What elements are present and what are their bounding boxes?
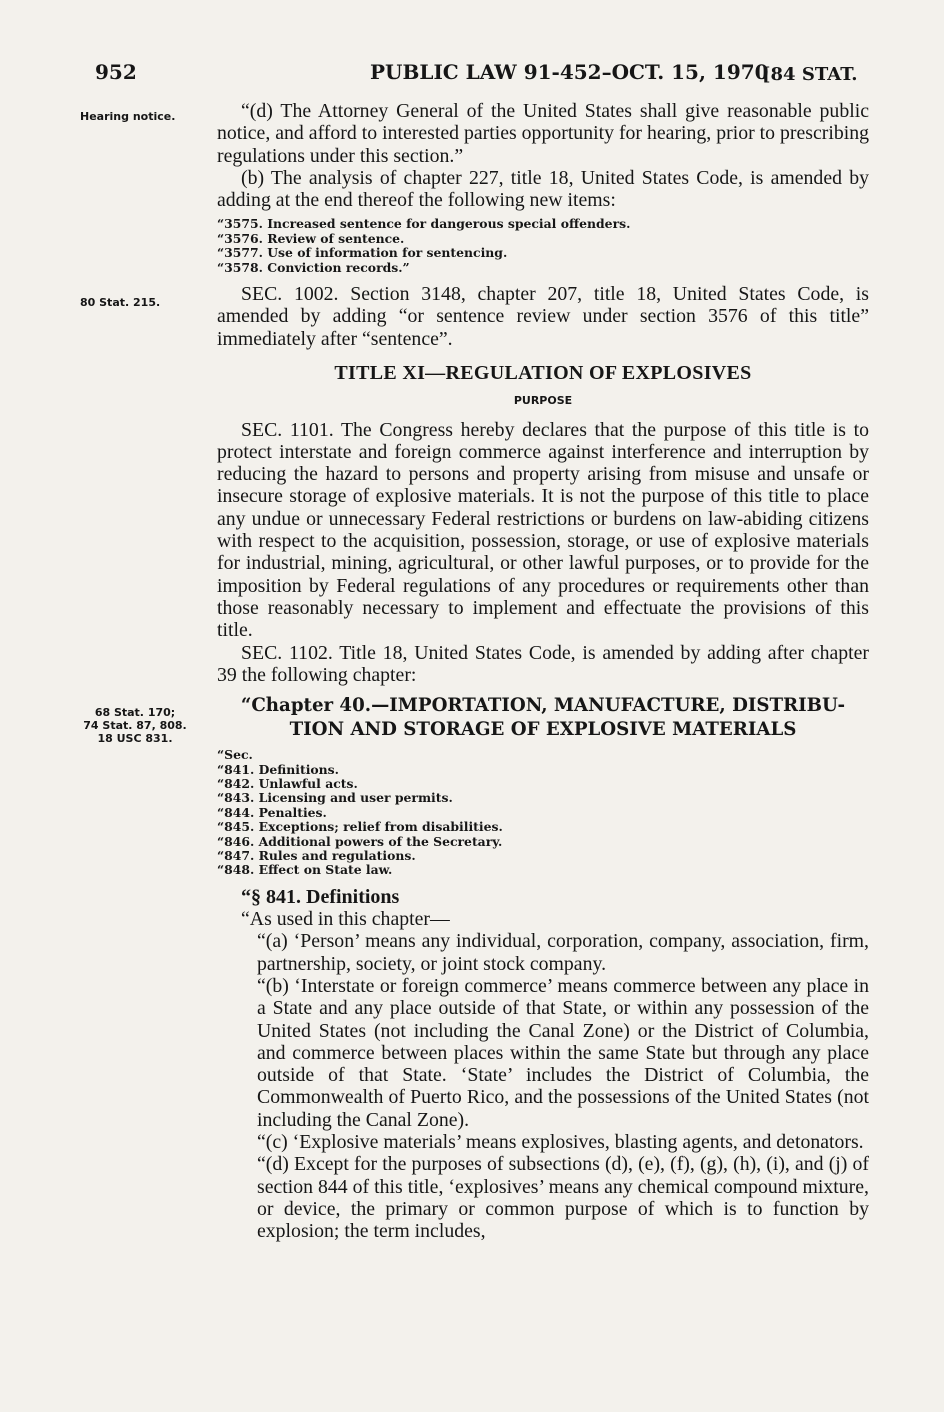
list-item: “845. Exceptions; relief from disabilities. — [217, 819, 503, 835]
section-841-heading: “§ 841. Definitions — [241, 885, 400, 908]
margin-note-line: 74 Stat. 87, 808. — [83, 719, 187, 732]
chapter-40-items — [217, 748, 869, 878]
as-used-line: “As used in this chapter— — [241, 908, 450, 931]
section-1102: SEC. 1102. Title 18, United States Code, is amended by adding after chapter 39 the following chapter: — [217, 641, 869, 686]
margin-note-line: 18 USC 831. — [97, 732, 173, 745]
purpose-heading: PURPOSE — [513, 394, 573, 408]
margin-note-hearing: Hearing notice. — [80, 110, 176, 123]
paragraph-d: “(d) The Attorney General of the United States shall give reasonable public notice, and afford to interested parties opportunity for hearing, prior to prescribing regulations under this section.” — [217, 100, 869, 167]
definition-d: “(d) Except for the purposes of subsections (d), (e), (f), (g), (h), (i), and (j) of section 844 of this title, ‘explosives’ means any chemical compound mixture, or device, the primary or common purpose of which is to function by explosion; the term includes, — [257, 1153, 869, 1243]
chapter-40-heading — [217, 694, 869, 742]
list-item: “3575. Increased sentence for dangerous special offenders. — [217, 216, 631, 232]
paragraph-b: (b) The analysis of chapter 227, title 18, United States Code, is amended by adding at the end thereof the following new items: — [217, 166, 869, 212]
page-header — [0, 60, 944, 90]
volume-label: [84 STAT. — [762, 64, 858, 85]
list-item: “3578. Conviction records.” — [217, 259, 410, 275]
list-item: “843. Licensing and user permits. — [217, 790, 453, 806]
list-item: “841. Definitions. — [217, 761, 339, 777]
body-text — [217, 100, 869, 1243]
list-item: “3577. Use of information for sentencing. — [217, 245, 508, 261]
list-item: “Sec. — [217, 747, 253, 763]
definition-c: “(c) ‘Explosive materials’ means explosives, blasting agents, and detonators. — [257, 1131, 864, 1154]
page-number: 952 — [95, 60, 137, 84]
list-item: “846. Additional powers of the Secretary. — [217, 833, 503, 849]
definitions-block — [217, 930, 869, 1242]
chapter-heading-line: TION AND STORAGE OF EXPLOSIVE MATERIALS — [289, 719, 797, 741]
list-item: “3576. Review of sentence. — [217, 230, 405, 246]
running-title: PUBLIC LAW 91-452–OCT. 15, 1970 — [370, 60, 769, 84]
section-1101: SEC. 1101. The Congress hereby declares that the purpose of this title is to protect interstate and foreign commerce against interference and interruption by reducing the hazard to persons and property arising from misuse and unsafe or insecure storage of explosive materials. It is not the purpose of this title to place any undue or unnecessary Federal restrictions or burdens on law-abiding citizens with respect to the acquisition, possession, storage, or use of explosive materials for industrial, mining, agricultural, or other lawful purposes, or to provide for the imposition by Federal regulations of any procedures or requirements other than those reasonably necessary to implement and effectuate the provisions of this title. — [217, 418, 869, 642]
definition-a: “(a) ‘Person’ means any individual, corporation, company, association, firm, partnership, society, or joint stock company. — [257, 930, 869, 975]
margin-note-line: 68 Stat. 170; — [94, 706, 176, 719]
section-1002: SEC. 1002. Section 3148, chapter 207, title 18, United States Code, is amended by adding “or sentence review under section 3576 of this title” immediately after “sentence”. — [217, 283, 869, 350]
margin-note-stat-multi — [80, 706, 190, 745]
list-item: “848. Effect on State law. — [217, 862, 393, 878]
list-item: “847. Rules and regulations. — [217, 848, 416, 863]
definition-b: “(b) ‘Interstate or foreign commerce’ means commerce between any place in a State and any place outside of that State, or within any possession of the United States (not including the Canal Zone) or the District of Columbia, and commerce between places within the same State but through any place outside of that State. ‘State’ includes the District of Columbia, the Commonwealth of Puerto Rico, and the possessions of the United States (not including the Canal Zone). — [257, 975, 869, 1131]
chapter-heading-line: “Chapter 40.—IMPORTATION, MANUFACTURE, DISTRIBU- — [240, 695, 846, 717]
list-item: “844. Penalties. — [217, 804, 327, 820]
list-item: “842. Unlawful acts. — [217, 775, 358, 791]
chapter-227-items — [217, 217, 869, 275]
margin-note-stat215: 80 Stat. 215. — [80, 296, 161, 309]
title-xi-heading: TITLE XI—REGULATION OF EXPLOSIVES — [334, 362, 752, 384]
